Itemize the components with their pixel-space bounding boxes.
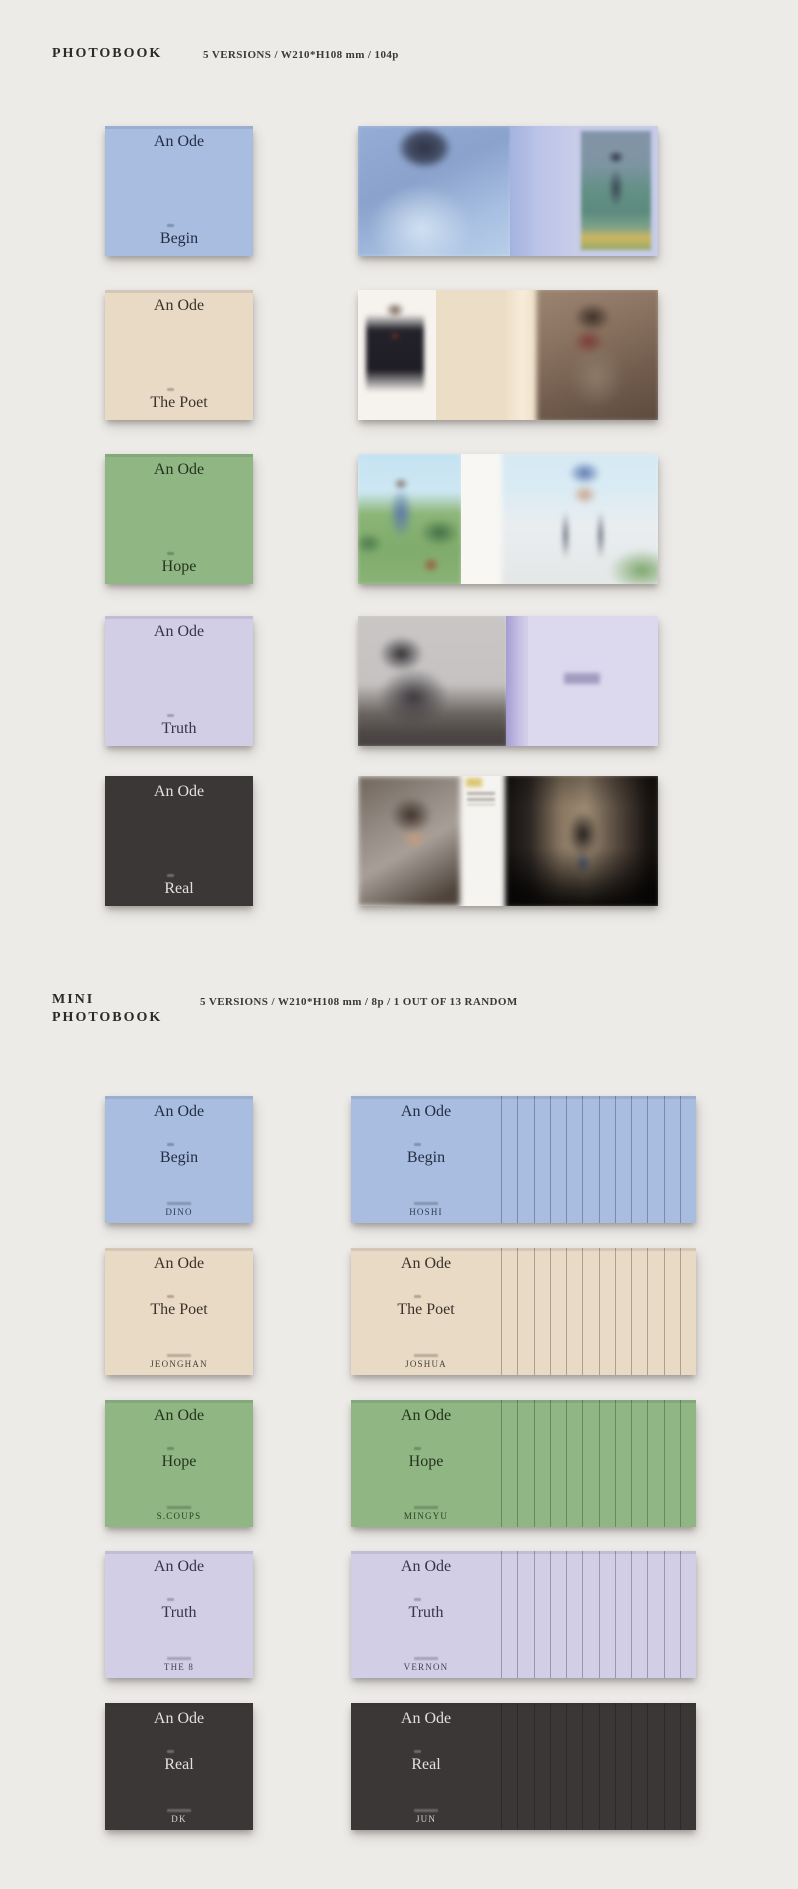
- version-ornament-icon: [414, 1143, 421, 1146]
- spread-right-page: [574, 126, 658, 256]
- micro-caption: [414, 1506, 438, 1509]
- mini-stack-mingyu: [351, 1400, 696, 1527]
- version-title: Truth: [408, 1604, 444, 1621]
- spread-photo-portrait: [358, 776, 460, 906]
- spread-gutter: [506, 616, 528, 746]
- photobook-specs: 5 VERSIONS / W210*H108 mm / 104p: [203, 49, 399, 61]
- version-title: Begin: [406, 1149, 446, 1166]
- version-block: [105, 714, 253, 738]
- mini-stack-jun: [351, 1703, 696, 1830]
- version-title: Real: [164, 880, 194, 897]
- member-name: VERNON: [403, 1662, 449, 1672]
- album-title: An Ode: [153, 783, 205, 800]
- member-name-block: [351, 1809, 501, 1824]
- spread-photo-portrait: [358, 126, 513, 256]
- photobook-spread-the-poet: [358, 290, 658, 420]
- stack-front-card: [351, 1248, 501, 1375]
- member-name-block: [105, 1809, 253, 1824]
- album-title: An Ode: [153, 461, 205, 478]
- version-ornament-icon: [167, 874, 174, 877]
- spread-photo-dark: [505, 776, 658, 906]
- version-ornament-icon: [167, 1295, 174, 1298]
- micro-caption: [414, 1657, 438, 1660]
- photobook-cover-begin: [105, 126, 253, 256]
- photobook-cover-the-poet: [105, 290, 253, 420]
- version-title: Truth: [161, 720, 197, 737]
- micro-caption: [414, 1809, 438, 1812]
- album-title: An Ode: [153, 1407, 205, 1424]
- version-title: Hope: [408, 1453, 444, 1470]
- mini-photobook-heading: [52, 991, 162, 1027]
- version-title: The Poet: [150, 394, 208, 411]
- album-title: An Ode: [400, 1710, 452, 1727]
- spread-photo-figure: [366, 300, 424, 400]
- version-block: [105, 1598, 253, 1622]
- photobook-row-truth: [0, 616, 798, 746]
- version-block: [105, 1447, 253, 1471]
- photobook-spread-begin: [358, 126, 658, 256]
- album-title: An Ode: [153, 623, 205, 640]
- member-name: DK: [171, 1814, 187, 1824]
- member-name: MINGYU: [403, 1511, 449, 1521]
- mini-cover-dino: [105, 1096, 253, 1223]
- spread-photo-suspenders: [502, 454, 658, 584]
- spread-left-page: [358, 776, 506, 906]
- member-name: THE 8: [163, 1662, 195, 1672]
- photobook-row-real: [0, 776, 798, 906]
- photobook-heading: PHOTOBOOK: [52, 46, 163, 61]
- album-title: An Ode: [400, 1103, 452, 1120]
- mini-row-begin: [0, 1096, 798, 1223]
- micro-caption: [167, 1202, 191, 1205]
- member-name: JEONGHAN: [150, 1359, 208, 1369]
- micro-caption: [167, 1354, 191, 1357]
- spread-blank-page: [510, 126, 574, 256]
- version-title: Real: [411, 1756, 441, 1773]
- album-title: An Ode: [153, 1103, 205, 1120]
- stack-card-edges: [501, 1096, 696, 1223]
- mini-row-hope: [0, 1400, 798, 1527]
- photobook-spread-real: [358, 776, 658, 906]
- mini-stack-hoshi: [351, 1096, 696, 1223]
- version-ornament-icon: [167, 1143, 174, 1146]
- version-block: [105, 1750, 253, 1774]
- version-ornament-icon: [414, 1598, 421, 1601]
- album-title: An Ode: [153, 297, 205, 314]
- album-title: An Ode: [400, 1255, 452, 1272]
- version-block: [351, 1750, 501, 1774]
- photobook-cover-truth: [105, 616, 253, 746]
- version-block: [351, 1598, 501, 1622]
- stack-card-edges: [501, 1248, 696, 1375]
- album-title: An Ode: [153, 1710, 205, 1727]
- blurred-caption: [467, 792, 495, 805]
- blurred-sticker: [466, 778, 482, 787]
- version-title: Begin: [159, 1149, 199, 1166]
- mini-cover-dk: [105, 1703, 253, 1830]
- mini-heading-line1: MINI: [52, 992, 95, 1007]
- member-name-block: [351, 1202, 501, 1217]
- photobook-cover-hope: [105, 454, 253, 584]
- album-title: An Ode: [153, 1558, 205, 1575]
- mini-stack-joshua: [351, 1248, 696, 1375]
- version-title: Truth: [161, 1604, 197, 1621]
- album-title: An Ode: [400, 1407, 452, 1424]
- member-name-block: [105, 1354, 253, 1369]
- version-ornament-icon: [167, 1750, 174, 1753]
- spread-right-page: [528, 616, 658, 746]
- version-title: Begin: [159, 230, 199, 247]
- spread-left-page: [358, 290, 436, 420]
- album-title: An Ode: [153, 133, 205, 150]
- stack-front-card: [351, 1703, 501, 1830]
- photobook-row-begin: [0, 126, 798, 256]
- photobook-row-hope: [0, 454, 798, 584]
- mini-row-the-poet: [0, 1248, 798, 1375]
- version-title: Hope: [161, 1453, 197, 1470]
- mini-photobook-specs: 5 VERSIONS / W210*H108 mm / 8p / 1 OUT OF 13 RANDOM: [200, 996, 518, 1008]
- micro-caption: [167, 1506, 191, 1509]
- album-title: An Ode: [400, 1558, 452, 1575]
- stack-card-edges: [501, 1551, 696, 1678]
- spread-photo-garden: [358, 454, 463, 584]
- version-block: [105, 224, 253, 248]
- spread-blank-page: [461, 454, 505, 584]
- version-ornament-icon: [167, 224, 174, 227]
- version-title: Real: [164, 1756, 194, 1773]
- spread-gutter: [506, 290, 539, 420]
- spread-photo-seated: [358, 616, 509, 746]
- stack-front-card: [351, 1096, 501, 1223]
- mini-stack-vernon: [351, 1551, 696, 1678]
- version-block: [351, 1143, 501, 1167]
- member-name: DINO: [165, 1207, 193, 1217]
- version-ornament-icon: [167, 714, 174, 717]
- version-block: [351, 1295, 501, 1319]
- version-ornament-icon: [167, 1598, 174, 1601]
- member-name: JOSHUA: [405, 1359, 447, 1369]
- version-title: Hope: [161, 558, 197, 575]
- version-block: [105, 1295, 253, 1319]
- member-name: JUN: [415, 1814, 437, 1824]
- micro-caption: [414, 1202, 438, 1205]
- version-block: [105, 874, 253, 898]
- member-name: HOSHI: [409, 1207, 443, 1217]
- spread-blank-page: [436, 290, 506, 420]
- version-title: The Poet: [397, 1301, 455, 1318]
- stack-front-card: [351, 1400, 501, 1527]
- micro-caption: [414, 1354, 438, 1357]
- member-name-block: [105, 1202, 253, 1217]
- micro-caption: [167, 1657, 191, 1660]
- stack-card-edges: [501, 1400, 696, 1527]
- version-title: The Poet: [150, 1301, 208, 1318]
- stack-card-edges: [501, 1703, 696, 1830]
- photobook-spread-truth: [358, 616, 658, 746]
- stack-front-card: [351, 1551, 501, 1678]
- mini-row-truth: [0, 1551, 798, 1678]
- version-ornament-icon: [414, 1447, 421, 1450]
- version-ornament-icon: [414, 1295, 421, 1298]
- photobook-cover-real: [105, 776, 253, 906]
- version-ornament-icon: [414, 1750, 421, 1753]
- version-ornament-icon: [167, 552, 174, 555]
- photobook-row-the-poet: [0, 290, 798, 420]
- version-ornament-icon: [167, 1447, 174, 1450]
- mini-row-real: [0, 1703, 798, 1830]
- mini-cover-scoups: [105, 1400, 253, 1527]
- member-name-block: [351, 1657, 501, 1672]
- member-name-block: [351, 1354, 501, 1369]
- version-block: [105, 552, 253, 576]
- member-name: S.COUPS: [156, 1511, 202, 1521]
- photobook-spread-hope: [358, 454, 658, 584]
- mini-heading-line2: PHOTOBOOK: [52, 1010, 163, 1025]
- mini-cover-jeonghan: [105, 1248, 253, 1375]
- blurred-caption: [564, 673, 600, 684]
- spread-photo-seated: [537, 290, 658, 420]
- version-ornament-icon: [167, 388, 174, 391]
- member-name-block: [105, 1506, 253, 1521]
- member-name-block: [105, 1657, 253, 1672]
- micro-caption: [167, 1809, 191, 1812]
- spread-inset-photo: [581, 131, 651, 250]
- mini-cover-the8: [105, 1551, 253, 1678]
- version-block: [105, 388, 253, 412]
- version-block: [105, 1143, 253, 1167]
- member-name-block: [351, 1506, 501, 1521]
- version-block: [351, 1447, 501, 1471]
- album-title: An Ode: [153, 1255, 205, 1272]
